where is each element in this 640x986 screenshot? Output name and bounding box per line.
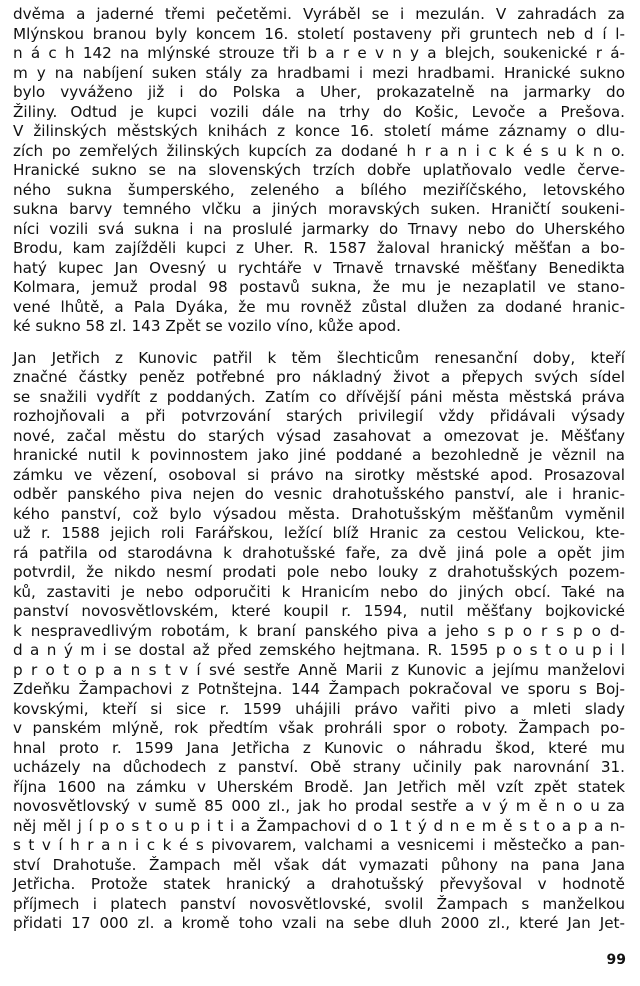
text-line: Hranické sukno se na slovenských trzích dobře uplatňovalo vedle červe- (13, 161, 625, 179)
text-line: sukna barvy temného vlčku a jiných moravských suken. Hraničtí soukeni- (13, 200, 625, 218)
text-line: října 1600 na zámku v Uherském Brodě. Jan Jetřich měl vzít zpět statek (13, 777, 625, 796)
text-line: rozhojňovali a při potvrzování starých privilegií vždy přidávali výsady (13, 407, 625, 425)
text-line: už r. 1588 jejich roli Farářskou, ležící blíž Hranic za cestou Velickou, kte- (13, 524, 625, 542)
text-line: nové, začal městu do starých výsad zasahovat a omezovat je. Měšťany (13, 426, 625, 445)
text-line: novosvětlovský v sumě 85 000 zl., jak ho prodal sestře a v ý m ě n o u za (13, 797, 625, 815)
text-line: hranické nutil k povinnostem jako jiné poddané a bezohledně je věznil na (13, 446, 625, 464)
text-line: v panském mlýně, rok předtím však prohráli spor o roboty. Žampach po- (13, 719, 625, 737)
text-line: ké sukno 58 zl. 143 Zpět se vozilo víno, kůže apod. (13, 317, 401, 335)
text-line: odběr panského piva nejen do vesnic drahotušského panství, ale i hranic- (13, 485, 625, 503)
text-line: ků, zastaviti je nebo odporučiti k Hranicím nebo do jiných obcí. Také na (13, 582, 625, 601)
text-line: V žilinských městských knihách z konce 16. století máme záznamy o dlu- (13, 122, 625, 140)
text-line: Mlýnskou branou byly koncem 16. století postaveny při gruntech neb d í l- (13, 24, 625, 43)
text-line: kovskými, kteří si sice r. 1599 uhájili právo vařiti pivo a mleti slady (13, 699, 625, 718)
text-line: s t v í h r a n i c k é s pivovarem, valchami a vesnicemi i městečko a pan- (13, 836, 625, 854)
text-line: značné částky peněz potřebné pro nákladný život a přepych svých sídel (13, 368, 625, 386)
paragraph-2 (13, 349, 625, 934)
text-line: něj měl j í p o s t o u p i t i a Žampachovi d o 1 t ý d n e m ě s t o a p a n- (13, 816, 625, 835)
text-line: potvrdil, že nikdo nesmí prodati pole nebo louky z drahotušských pozem- (13, 563, 625, 581)
text-line: Kolmara, jemuž prodal 98 postavů sukna, že mu je nezaplatil ve stano- (13, 278, 625, 296)
text-line: bylo vyváženo již i do Polska a Uher, prokazatelně na jarmarky do (13, 83, 625, 101)
text-line: zámku ve vězení, osoboval si právo na sirotky městské apod. Prosazoval (13, 465, 625, 484)
text-line: m y na nabíjení suken stály za hradbami i mezi hradbami. Hranické sukno (13, 63, 625, 82)
paragraph-1 (13, 5, 625, 337)
text-line: se snažili vydřít z poddaných. Zatím co dřívější páni města městská práva (13, 387, 625, 406)
text-line: níci vozili svá sukna i na proslulé jarmarky do Trnavy nebo do Uherského (13, 219, 625, 238)
text-line: kého panství, což bylo výsadou města. Drahotušským měšťanům vyměnil (13, 504, 625, 523)
page-body (13, 5, 625, 934)
text-line: Zdeňku Žampachovi z Potnštejna. 144 Žampach pokračoval ve sporu s Boj- (13, 680, 625, 698)
text-line: vené lhůtě, a Pala Dyáka, že mu rovněž zůstal dlužen za dodané hranic- (13, 297, 625, 316)
text-line: rá patřila od starodávna k drahotušské faře, za dvě jiná pole a opět jim (13, 543, 625, 562)
text-line: hatý kupec Jan Ovesný u rychtáře v Trnavě trnavské měšťany Benedikta (13, 258, 625, 277)
text-line: hnal proto r. 1599 Jana Jetřicha z Kunovic o náhradu škod, které mu (13, 738, 625, 757)
text-line: přidati 17 000 zl. a kromě toho vzali na sebe dluh 2000 zl., které Jan Jet- (13, 914, 625, 932)
text-line: p r o t o p a n s t v í své sestře Anně Marii z Kunovic a jejímu manželovi (13, 660, 625, 679)
text-line: zích po zemřelých žilinských kupcích za dodané h r a n i c k é s u k n o. (13, 141, 625, 160)
text-line: Brodu, kam zajížděli kupci z Uher. R. 1587 žaloval hranický měšťan a bo- (13, 239, 625, 257)
text-line: dvěma a jaderné třemi pečetěmi. Vyráběl se i mezulán. V zahradách za (13, 5, 625, 23)
text-line: Jetřicha. Protože statek hranický a drahotušský převyšoval v hodnotě (13, 875, 625, 893)
text-line: k nespravedlivým robotám, k braní panského piva a jeho s p o r s p o d- (13, 621, 625, 640)
text-line: Jan Jetřich z Kunovic patřil k těm šlechticům renesanční doby, kteří (13, 348, 625, 367)
text-line: ucházely na důchodech z panství. Obě strany učinily pak narovnání 31. (13, 758, 625, 776)
page-number: 99 (606, 952, 626, 968)
text-line: příjmech i platech panství novosvětlovské, svolil Žampach s manželkou (13, 894, 625, 913)
text-line: n á c h 142 na mlýnské strouze tři b a r e v n y a blejch, soukenické r á- (13, 44, 625, 62)
text-line: d a n ý m i se dostal až před zemského hejtmana. R. 1595 p o s t o u p i l (13, 641, 625, 659)
text-line: ného sukna šumperského, zeleného a bílého meziříčského, letovského (13, 180, 625, 199)
text-line: Žiliny. Odtud je kupci vozili dále na trhy do Košic, Levoče a Prešova. (13, 102, 625, 121)
text-line: panství novosvětlovském, které koupil r. 1594, nutil měšťany bojkovické (13, 602, 625, 620)
text-line: ství Drahotuše. Žampach měl však dát vymazati půhony na pana Jana (13, 855, 625, 874)
